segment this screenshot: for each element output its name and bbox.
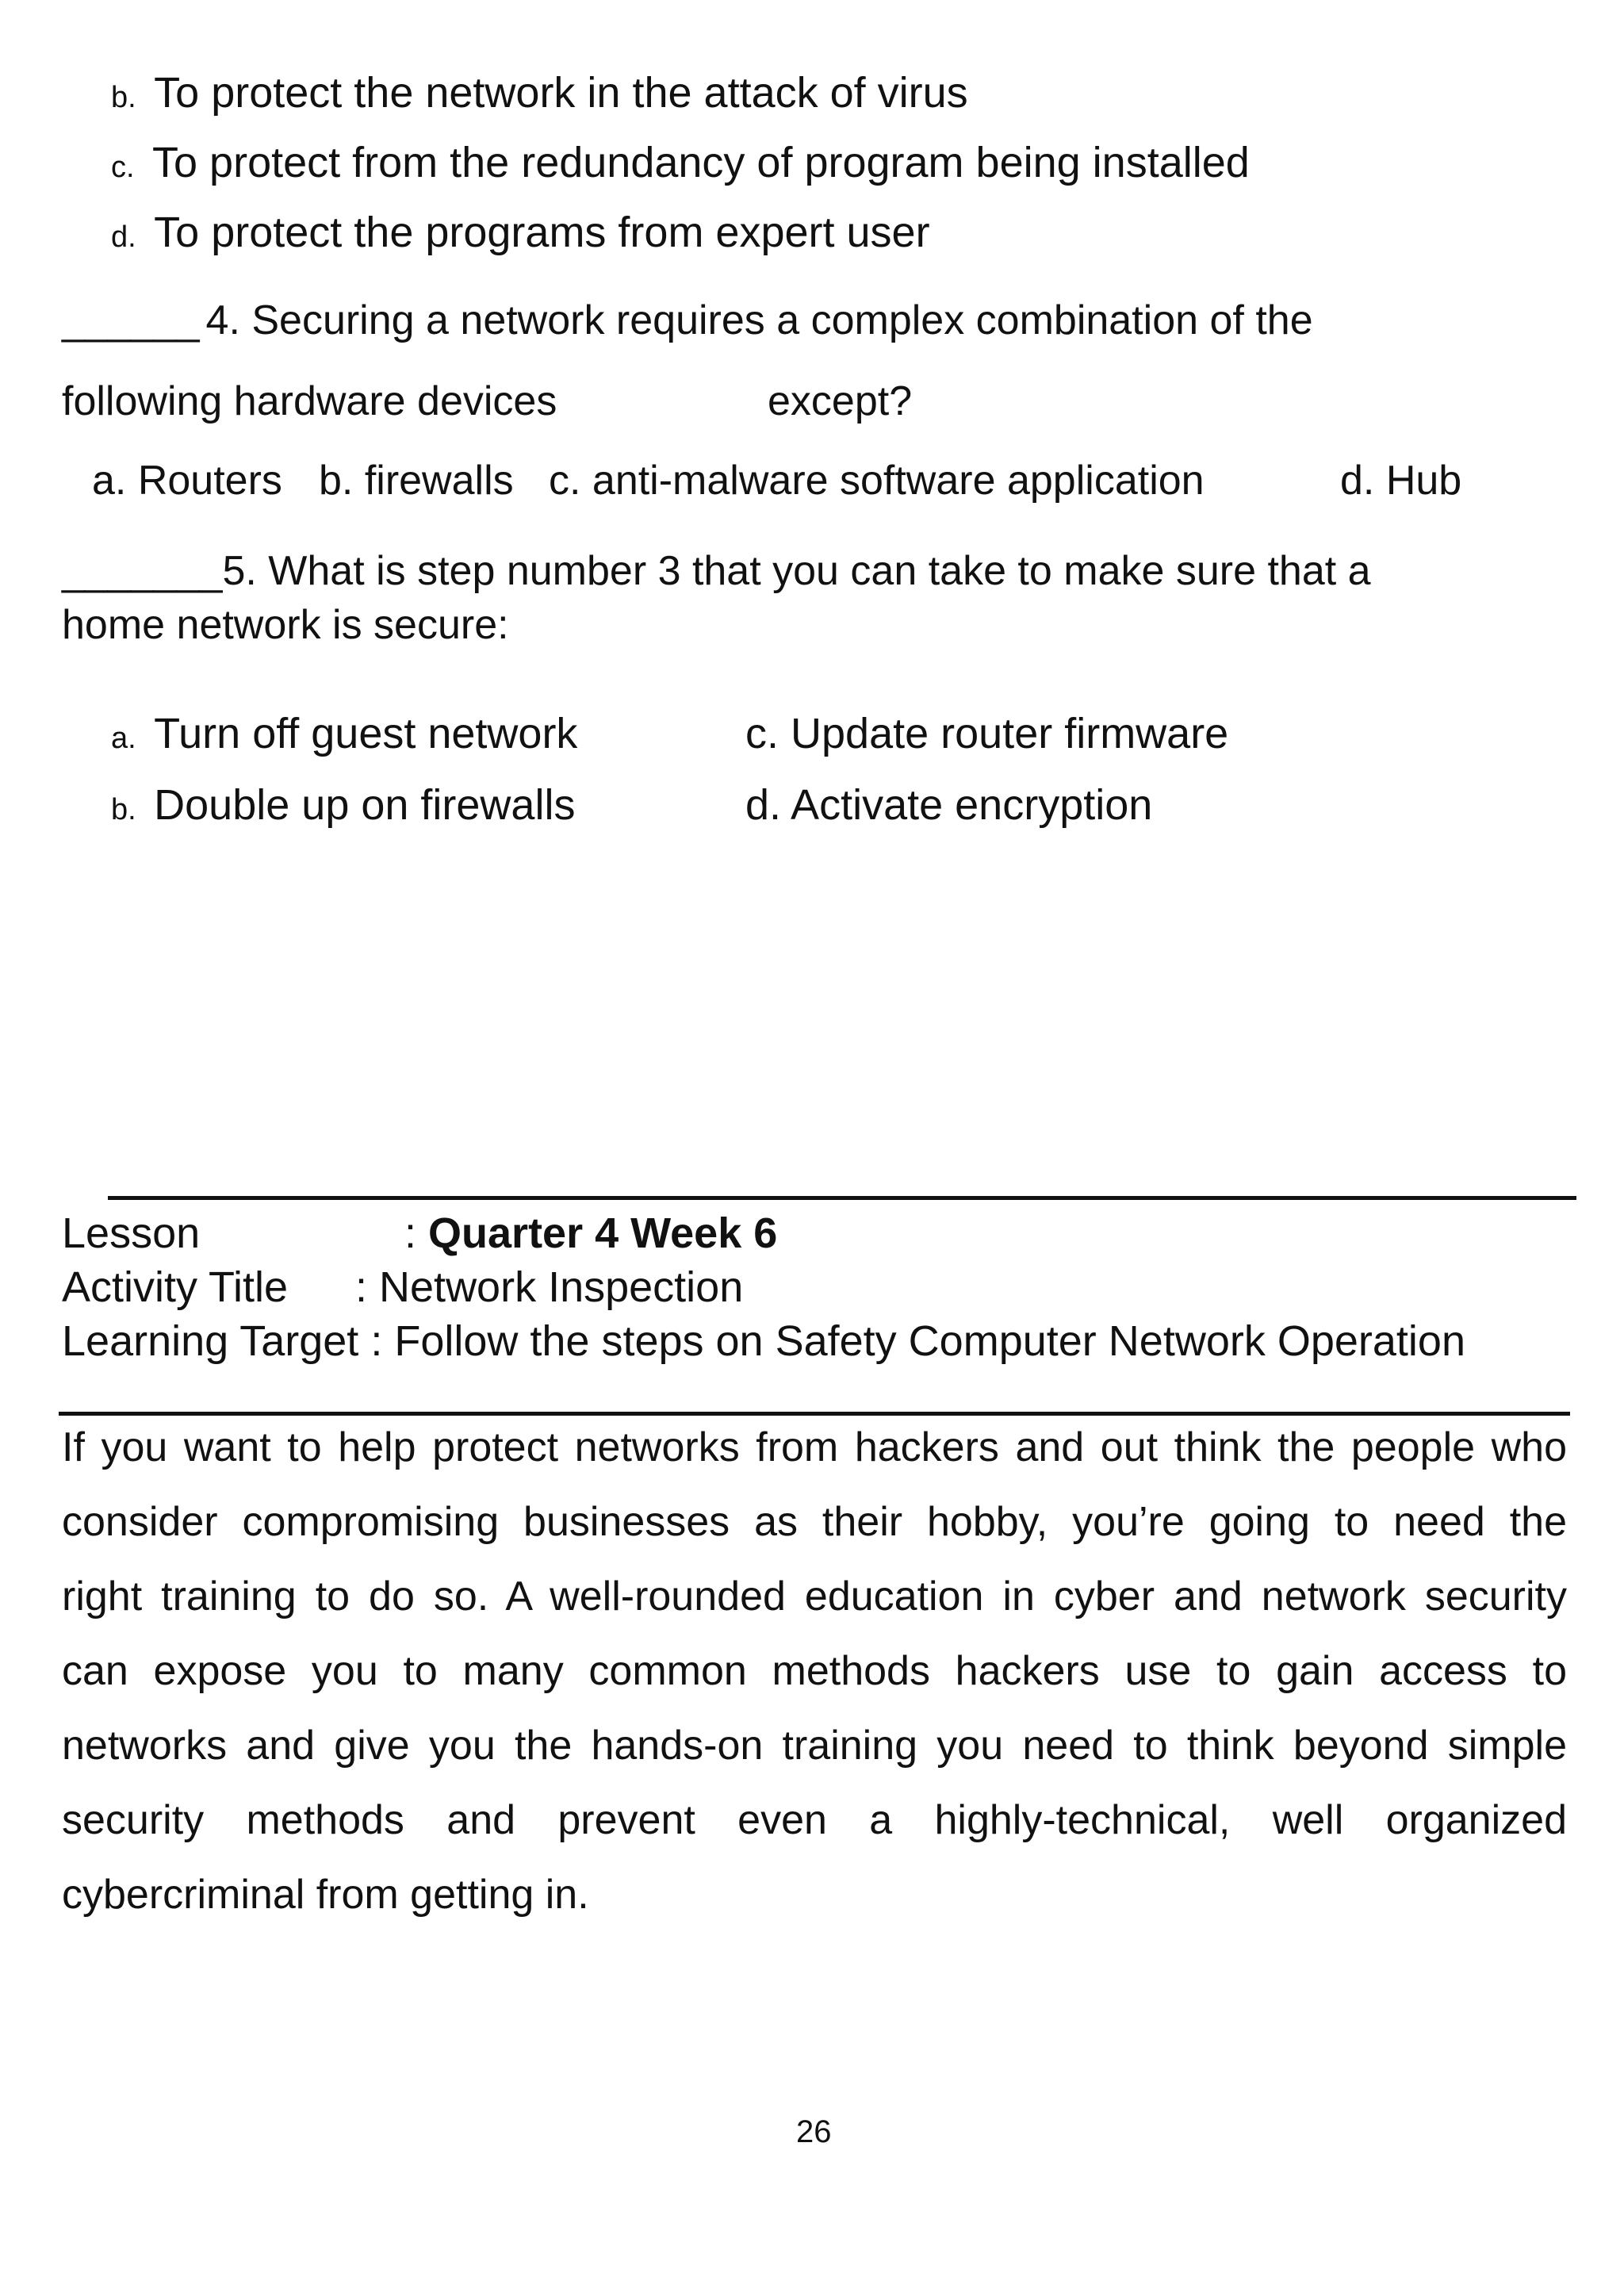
option-text: To protect the network in the attack of virus [154, 69, 968, 117]
activity-title-separator: : [355, 1263, 368, 1311]
question-text: 5. What is step number 3 that you can take to make sure that a [222, 548, 1371, 594]
lesson-label: Lesson [62, 1209, 201, 1257]
option-text: d. Hub [1340, 458, 1462, 504]
paragraph-line: cybercriminal from getting in. [62, 1872, 589, 1918]
paragraph-line: can expose you to many common methods hackers use to gain access to [62, 1648, 1567, 1694]
option-letter: b. [111, 81, 136, 114]
activity-title-row [62, 1263, 289, 1311]
q5-option-b [111, 780, 575, 830]
option-text: Double up on firewalls [154, 781, 576, 829]
lesson-value: Quarter 4 Week 6 [428, 1209, 778, 1257]
q5-option-c [745, 709, 1228, 758]
q3-option-d [111, 208, 930, 257]
q4-option-c [549, 458, 1205, 504]
q5-option-d [745, 780, 1152, 830]
q4-option-d [1340, 458, 1462, 504]
answer-blank: _______ [62, 548, 223, 594]
activity-title-label: Activity Title [62, 1263, 289, 1311]
question-text: following hardware devices [62, 378, 557, 424]
learning-target-row [62, 1317, 1465, 1365]
option-text: d. Activate encryption [745, 781, 1153, 829]
question-text: except? [768, 378, 913, 424]
paragraph-line: networks and give you the hands-on training you need to think beyond simple [62, 1723, 1567, 1769]
question-5-line-2 [62, 604, 509, 646]
q3-option-b [111, 68, 968, 117]
option-text: Turn off guest network [154, 710, 578, 757]
option-letter: c. [111, 151, 135, 184]
paragraph-line: consider compromising businesses as their hobby, you’re going to need the [62, 1499, 1567, 1545]
activity-title-value-row [355, 1263, 744, 1311]
question-4-line-2 [62, 378, 557, 424]
paragraph-line: security methods and prevent even a highly-technical, well organized [62, 1797, 1567, 1843]
paragraph-line: If you want to help protect networks from hackers and out think the people who [62, 1424, 1567, 1470]
option-text: To protect the programs from expert user [154, 209, 930, 256]
body-paragraph [62, 1410, 1567, 1932]
question-4-except [768, 378, 913, 424]
option-text: To protect from the redundancy of program being installed [152, 139, 1250, 186]
option-letter: d. [111, 220, 136, 254]
q3-option-c [111, 138, 1250, 187]
question-text: 4. Securing a network requires a complex combination of the [205, 297, 1313, 343]
activity-title-value: Network Inspection [379, 1263, 744, 1311]
q4-option-a [92, 458, 282, 504]
option-letter: b. [111, 793, 136, 826]
option-text: b. firewalls [319, 458, 514, 504]
answer-blank: ______ [62, 297, 200, 343]
option-text: c. Update router firmware [745, 710, 1229, 757]
lesson-value-row [404, 1209, 778, 1257]
option-letter: a. [111, 722, 136, 755]
option-text: a. Routers [92, 458, 282, 504]
learning-target-separator: : [370, 1317, 383, 1365]
paragraph-line: right training to do so. A well-rounded education in cyber and network security [62, 1573, 1567, 1619]
question-text: home network is secure: [62, 602, 509, 648]
question-5-line-1 [62, 550, 1371, 592]
section-divider-top [108, 1196, 1576, 1200]
q4-option-b [319, 458, 514, 504]
lesson-separator: : [404, 1209, 417, 1257]
lesson-row [62, 1209, 201, 1257]
learning-target-value: Follow the steps on Safety Computer Network Operation [394, 1317, 1465, 1365]
learning-target-label: Learning Target [62, 1317, 359, 1365]
q5-option-a [111, 709, 577, 758]
question-4-line-1 [62, 297, 1313, 343]
page-number: 26 [796, 2114, 832, 2149]
option-text: c. anti-malware software application [549, 458, 1205, 504]
